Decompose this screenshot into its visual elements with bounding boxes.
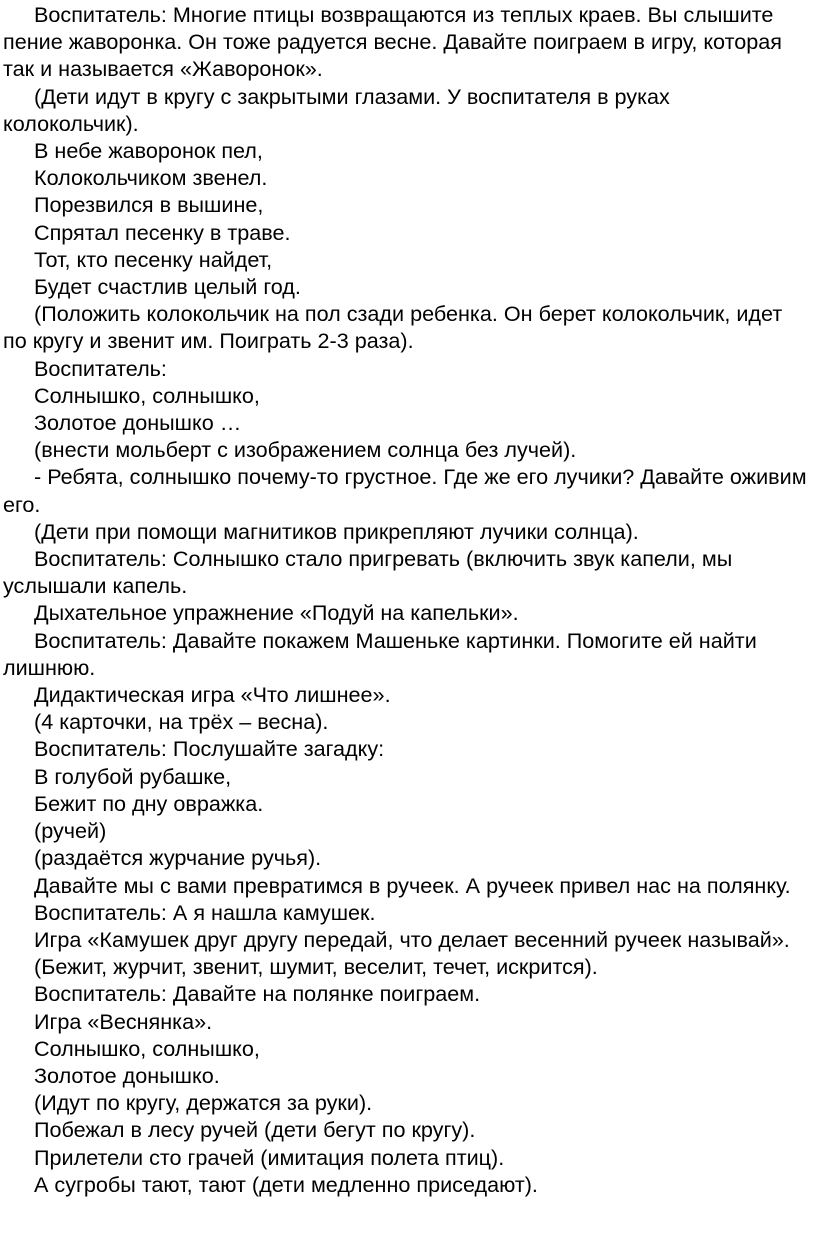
poem-line: Колокольчиком звенел. — [34, 165, 268, 191]
paragraph-stage-direction: (4 карточки, на трёх – весна). — [34, 709, 329, 735]
document-body — [3, 1, 811, 1198]
riddle-answer: (ручей) — [34, 818, 107, 844]
paragraph-activity: Игра «Камушек друг другу передай, что делает весенний ручеек называй». — [34, 926, 790, 952]
paragraph-dialogue: - Ребята, солнышко почему-то грустное. Где же его лучики? Давайте оживим его. — [3, 464, 807, 517]
paragraph-stage-direction: (раздаётся журчание ручья). — [34, 845, 322, 871]
poem-line: Золотое донышко … — [34, 410, 242, 436]
riddle-line: В голубой рубашке, — [34, 763, 232, 789]
paragraph-stage-direction: (Идут по кругу, держатся за руки). — [34, 1090, 373, 1116]
poem-line: Прилетели сто грачей (имитация полета птиц). — [34, 1144, 505, 1170]
paragraph-dialogue: Воспитатель: Послушайте загадку: — [34, 736, 385, 762]
paragraph-stage-direction: (Положить колокольчик на пол сзади ребенка. Он берет колокольчик, идет по кругу и звенит им. Поиграть 2-3 раза). — [3, 301, 783, 354]
poem-line: Побежал в лесу ручей (дети бегут по кругу). — [34, 1117, 476, 1143]
paragraph-intro-lark: Воспитатель: Многие птицы возвращаются из теплых краев. Вы слышите пение жаворонка. Он тоже радуется весне. Давайте поиграем в игру, которая так и называется «Жаворонок». — [3, 2, 782, 82]
paragraph-stage-direction: (Дети при помощи магнитиков прикрепляют лучики солнца). — [34, 518, 639, 544]
poem-line: Тот, кто песенку найдет, — [34, 246, 273, 272]
poem-line: В небе жаворонок пел, — [34, 138, 263, 164]
poem-line: Золотое донышко. — [34, 1062, 220, 1088]
poem-line: Порезвился в вышине, — [34, 192, 264, 218]
paragraph-dialogue: Воспитатель: А я нашла камушек. — [34, 899, 376, 925]
paragraph-stage-direction: (внести мольберт с изображением солнца без лучей). — [34, 437, 577, 463]
poem-line: Солнышко, солнышко, — [34, 382, 260, 408]
paragraph-activity: Игра «Веснянка». — [34, 1008, 213, 1034]
paragraph-stage-direction: (Бежит, журчит, звенит, шумит, веселит, течет, искрится). — [34, 954, 598, 980]
paragraph-dialogue: Воспитатель: Давайте на полянке поиграем. — [34, 981, 481, 1007]
poem-line: Будет счастлив целый год. — [34, 274, 301, 300]
paragraph-activity: Дидактическая игра «Что лишнее». — [34, 682, 391, 708]
riddle-line: Бежит по дну овражка. — [34, 790, 264, 816]
paragraph-dialogue: Воспитатель: Давайте покажем Машеньке картинки. Помогите ей найти лишнюю. — [3, 627, 757, 680]
paragraph-dialogue: Воспитатель: Солнышко стало пригревать (включить звук капели, мы услышали капель. — [3, 546, 733, 599]
poem-line: Солнышко, солнышко, — [34, 1035, 260, 1061]
paragraph-dialogue: Давайте мы с вами превратимся в ручеек. А ручеек привел нас на полянку. — [34, 872, 791, 898]
paragraph-stage-direction-bell: (Дети идут в кругу с закрытыми глазами. У воспитателя в руках колокольчик). — [3, 83, 670, 136]
speaker-label: Воспитатель: — [34, 355, 167, 381]
poem-line: Спрятал песенку в траве. — [34, 219, 291, 245]
paragraph-activity: Дыхательное упражнение «Подуй на капельки». — [34, 600, 519, 626]
poem-line: А сугробы тают, тают (дети медленно приседают). — [34, 1171, 538, 1197]
